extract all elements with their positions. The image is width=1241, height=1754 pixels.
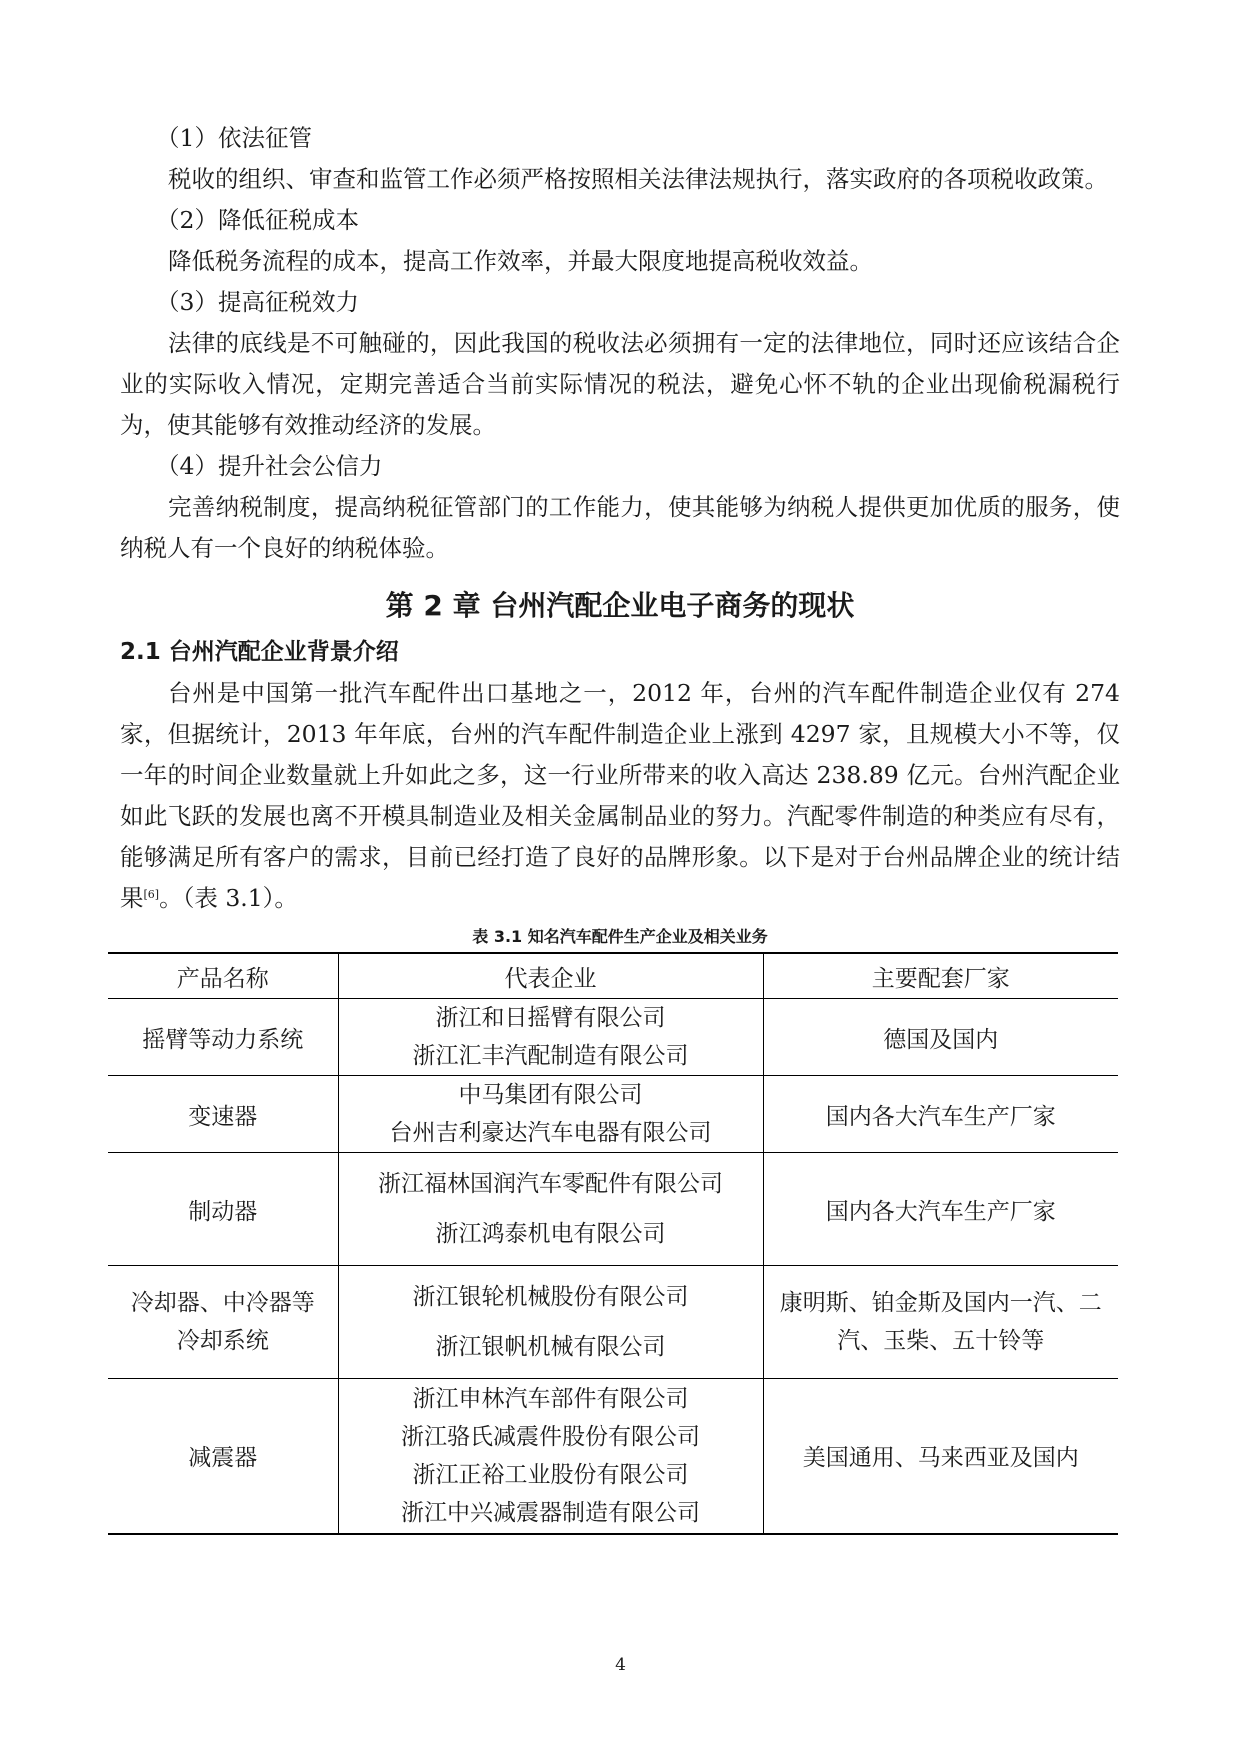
item-heading-2: （2）降低征税成本 <box>156 206 359 234</box>
citation: [6] <box>143 888 160 901</box>
cell-product: 变速器 <box>108 1076 338 1153</box>
company-name: 浙江银轮机械股份有限公司 <box>412 1284 689 1310</box>
company-name: 浙江骆氏减震件股份有限公司 <box>401 1423 700 1450</box>
cell-product: 制动器 <box>108 1153 338 1266</box>
cell-companies <box>338 1153 763 1266</box>
cell-companies <box>338 1076 763 1153</box>
chapter-title: 第 2 章 台州汽配企业电子商务的现状 <box>385 589 855 622</box>
cell-product: 减震器 <box>108 1379 338 1534</box>
cell-product: 摇臂等动力系统 <box>108 999 338 1076</box>
company-name: 浙江申林汽车部件有限公司 <box>412 1385 689 1412</box>
table-row <box>108 1153 1118 1266</box>
company-name: 中马集团有限公司 <box>458 1082 643 1108</box>
cell-companies <box>338 1266 763 1379</box>
company-name: 浙江鸿泰机电有限公司 <box>435 1221 666 1247</box>
section-paragraph-body: 台州是中国第一批汽车配件出口基地之一，2012 年，台州的汽车配件制造企业仅有 274 家，但据统计，2013 年年底，台州的汽车配件制造企业上涨到 4297 家，且规模大小不等，仅一年的时间企业数量就上升如此之多，这一行业所带来的收入高达 238.89 亿元。台州汽配企业如此飞跃的发展也离不开模具制造业及相关金属制品业的努力。汽配零件制造的种类应有尽有，能够满足所有客户的需求，目前已经打造了良好的品牌形象。以下是对于台州品牌企业的统计结果 <box>120 679 1120 912</box>
page-content <box>120 118 1120 951</box>
item-heading-4: （4）提升社会公信力 <box>156 452 383 480</box>
table-caption: 表 3.1 知名汽车配件生产企业及相关业务 <box>472 927 768 946</box>
item-heading-1: （1）依法征管 <box>156 124 312 152</box>
header-companies: 代表企业 <box>338 953 763 999</box>
table-row <box>108 1076 1118 1153</box>
table-header-row <box>108 953 1118 999</box>
item-text-1: 税收的组织、审查和监管工作必须严格按照相关法律法规执行，落实政府的各项税收政策。 <box>168 165 1108 193</box>
section-paragraph-end: 。（表 3.1）。 <box>159 884 298 912</box>
cell-partners: 德国及国内 <box>763 999 1118 1076</box>
cell-companies <box>338 999 763 1076</box>
table-row <box>108 1379 1118 1534</box>
section-paragraph <box>120 673 1120 919</box>
company-name: 台州吉利豪达汽车电器有限公司 <box>389 1120 712 1146</box>
cell-partners: 国内各大汽车生产厂家 <box>763 1076 1118 1153</box>
companies-table <box>108 952 1118 1535</box>
cell-partners: 国内各大汽车生产厂家 <box>763 1153 1118 1266</box>
company-name: 浙江福林国润汽车零配件有限公司 <box>378 1171 723 1197</box>
cell-product: 冷却器、中冷器等冷却系统 <box>108 1266 338 1379</box>
table-row <box>108 1266 1118 1379</box>
page-number: 4 <box>615 1655 626 1675</box>
section-title: 2.1 台州汽配企业背景介绍 <box>120 639 399 665</box>
cell-partners: 美国通用、马来西亚及国内 <box>763 1379 1118 1534</box>
company-name: 浙江中兴减震器制造有限公司 <box>401 1499 700 1526</box>
item-heading-3: （3）提高征税效力 <box>156 288 359 316</box>
cell-companies <box>338 1379 763 1534</box>
company-name: 浙江银帆机械有限公司 <box>435 1334 666 1360</box>
company-name: 浙江汇丰汽配制造有限公司 <box>412 1043 689 1069</box>
header-product: 产品名称 <box>108 953 338 999</box>
table-row <box>108 999 1118 1076</box>
item-text-2: 降低税务流程的成本，提高工作效率，并最大限度地提高税收效益。 <box>168 247 873 275</box>
cell-partners: 康明斯、铂金斯及国内一汽、二汽、玉柴、五十铃等 <box>763 1266 1118 1379</box>
company-name: 浙江正裕工业股份有限公司 <box>412 1461 689 1488</box>
item-text-3: 法律的底线是不可触碰的，因此我国的税收法必须拥有一定的法律地位，同时还应该结合企业的实际收入情况，定期完善适合当前实际情况的税法，避免心怀不轨的企业出现偷税漏税行为，使其能够有效推动经济的发展。 <box>120 329 1120 439</box>
item-text-4: 完善纳税制度，提高纳税征管部门的工作能力，使其能够为纳税人提供更加优质的服务，使纳税人有一个良好的纳税体验。 <box>120 493 1120 562</box>
header-partners: 主要配套厂家 <box>763 953 1118 999</box>
company-name: 浙江和日摇臂有限公司 <box>435 1005 666 1031</box>
